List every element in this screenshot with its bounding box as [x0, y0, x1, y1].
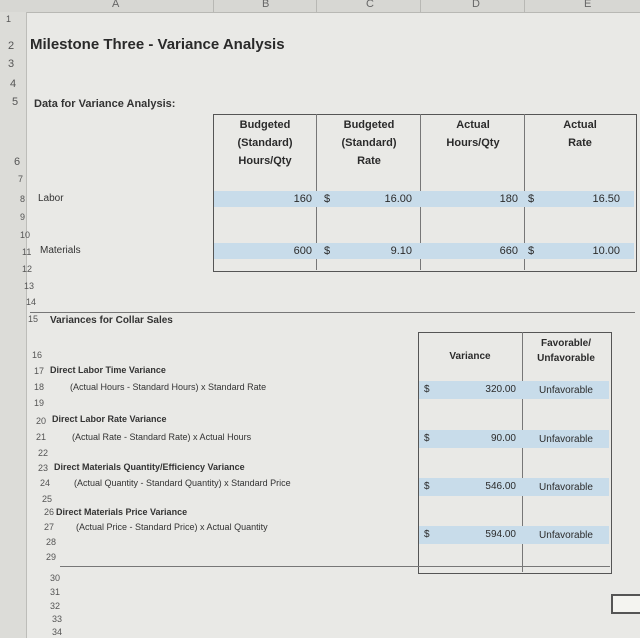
column-divider [420, 0, 421, 12]
materials-label[interactable]: Materials [40, 245, 81, 256]
variance-formula[interactable]: (Actual Rate - Standard Rate) x Actual Hours [72, 432, 252, 442]
row-number[interactable]: 31 [50, 587, 61, 597]
row-number[interactable]: 12 [22, 264, 33, 274]
section-divider [30, 312, 635, 313]
row-number[interactable]: 6 [14, 156, 21, 168]
materials-standard-qty[interactable]: 600 [293, 245, 312, 257]
header-variance[interactable]: Variance [449, 351, 491, 362]
row-number[interactable]: 24 [40, 478, 51, 488]
column-header-e[interactable]: E [584, 0, 592, 10]
column-header-c[interactable]: C [366, 0, 374, 10]
currency-symbol: $ [424, 433, 430, 444]
materials-standard-price[interactable]: 9.10 [390, 245, 412, 257]
row-number[interactable]: 16 [32, 350, 43, 360]
variance-status[interactable]: Unfavorable [539, 385, 593, 396]
row-number[interactable]: 28 [46, 537, 57, 547]
labor-standard-hours[interactable]: 160 [293, 193, 312, 205]
data-heading[interactable]: Data for Variance Analysis: [34, 98, 176, 110]
row-number[interactable]: 1 [6, 14, 12, 24]
header-favorable-unfavorable[interactable]: Favorable/ Unfavorable [537, 338, 595, 364]
row-number[interactable]: 23 [38, 463, 49, 473]
selected-cell[interactable] [611, 594, 640, 614]
variances-heading[interactable]: Variances for Collar Sales [50, 315, 173, 326]
row-number[interactable]: 15 [28, 314, 39, 324]
row-number[interactable]: 29 [46, 552, 57, 562]
variance-name[interactable]: Direct Materials Quantity/Efficiency Variance [54, 462, 245, 472]
materials-actual-price[interactable]: 10.00 [592, 245, 620, 257]
row-number[interactable]: 8 [20, 194, 26, 204]
row-number[interactable]: 21 [36, 432, 47, 442]
currency-symbol: $ [324, 245, 331, 257]
row-number[interactable]: 22 [38, 448, 49, 458]
row-number[interactable]: 34 [52, 627, 63, 637]
column-header-a[interactable]: A [112, 0, 120, 10]
currency-symbol: $ [424, 481, 430, 492]
column-header-bar [0, 0, 640, 13]
labor-label[interactable]: Labor [38, 193, 64, 204]
variance-status[interactable]: Unfavorable [539, 482, 593, 493]
labor-actual-rate[interactable]: 16.50 [592, 193, 620, 205]
materials-actual-qty[interactable]: 660 [499, 245, 518, 257]
row-number[interactable]: 7 [18, 174, 24, 184]
currency-symbol: $ [528, 193, 535, 205]
variance-value[interactable]: 594.00 [485, 529, 516, 540]
row-number[interactable]: 17 [34, 366, 45, 376]
row-number[interactable]: 14 [26, 297, 37, 307]
row-number[interactable]: 25 [42, 494, 53, 504]
variance-formula[interactable]: (Actual Price - Standard Price) x Actual Quantity [76, 522, 268, 532]
header-budgeted-hours[interactable]: Budgeted (Standard) Hours/Qty [237, 119, 293, 167]
variance-status[interactable]: Unfavorable [539, 434, 593, 445]
labor-actual-hours[interactable]: 180 [499, 193, 518, 205]
row-number[interactable]: 19 [34, 398, 45, 408]
section-divider [60, 566, 610, 567]
sheet-title[interactable]: Milestone Three - Variance Analysis [30, 36, 285, 53]
row-number[interactable]: 20 [36, 416, 47, 426]
variance-formula[interactable]: (Actual Quantity - Standard Quantity) x Standard Price [74, 478, 291, 488]
variance-formula[interactable]: (Actual Hours - Standard Hours) x Standard Rate [70, 382, 267, 392]
variance-name[interactable]: Direct Materials Price Variance [56, 507, 188, 517]
row-number[interactable]: 3 [8, 58, 15, 70]
row-number[interactable]: 30 [50, 573, 61, 583]
column-header-d[interactable]: D [472, 0, 480, 10]
row-number[interactable]: 5 [12, 96, 19, 108]
currency-symbol: $ [424, 529, 430, 540]
row-number[interactable]: 32 [50, 601, 61, 611]
variance-status[interactable]: Unfavorable [539, 530, 593, 541]
column-divider [316, 0, 317, 12]
row-number[interactable]: 13 [24, 281, 35, 291]
currency-symbol: $ [424, 384, 430, 395]
column-header-b[interactable]: B [262, 0, 270, 10]
header-actual-hours[interactable]: Actual Hours/Qty [446, 119, 500, 149]
variance-value[interactable]: 546.00 [485, 481, 516, 492]
row-number[interactable]: 9 [20, 212, 26, 222]
row-number[interactable]: 33 [52, 614, 63, 624]
variance-name[interactable]: Direct Labor Rate Variance [52, 414, 167, 424]
variance-value[interactable]: 90.00 [490, 433, 516, 444]
row-number[interactable]: 11 [22, 247, 32, 257]
row-number[interactable]: 26 [44, 507, 55, 517]
row-number[interactable]: 10 [20, 230, 31, 240]
row-number[interactable]: 18 [34, 382, 45, 392]
currency-symbol: $ [528, 245, 535, 257]
column-divider [524, 0, 525, 12]
variance-name[interactable]: Direct Labor Time Variance [50, 365, 166, 375]
variance-value[interactable]: 320.00 [485, 384, 516, 395]
header-actual-rate[interactable]: Actual Rate [563, 119, 597, 149]
row-number[interactable]: 27 [44, 522, 55, 532]
column-divider [213, 0, 214, 12]
labor-standard-rate[interactable]: 16.00 [384, 193, 412, 205]
header-budgeted-rate[interactable]: Budgeted (Standard) Rate [341, 119, 397, 167]
row-number[interactable]: 2 [8, 40, 15, 52]
row-number[interactable]: 4 [10, 78, 17, 90]
currency-symbol: $ [324, 193, 331, 205]
